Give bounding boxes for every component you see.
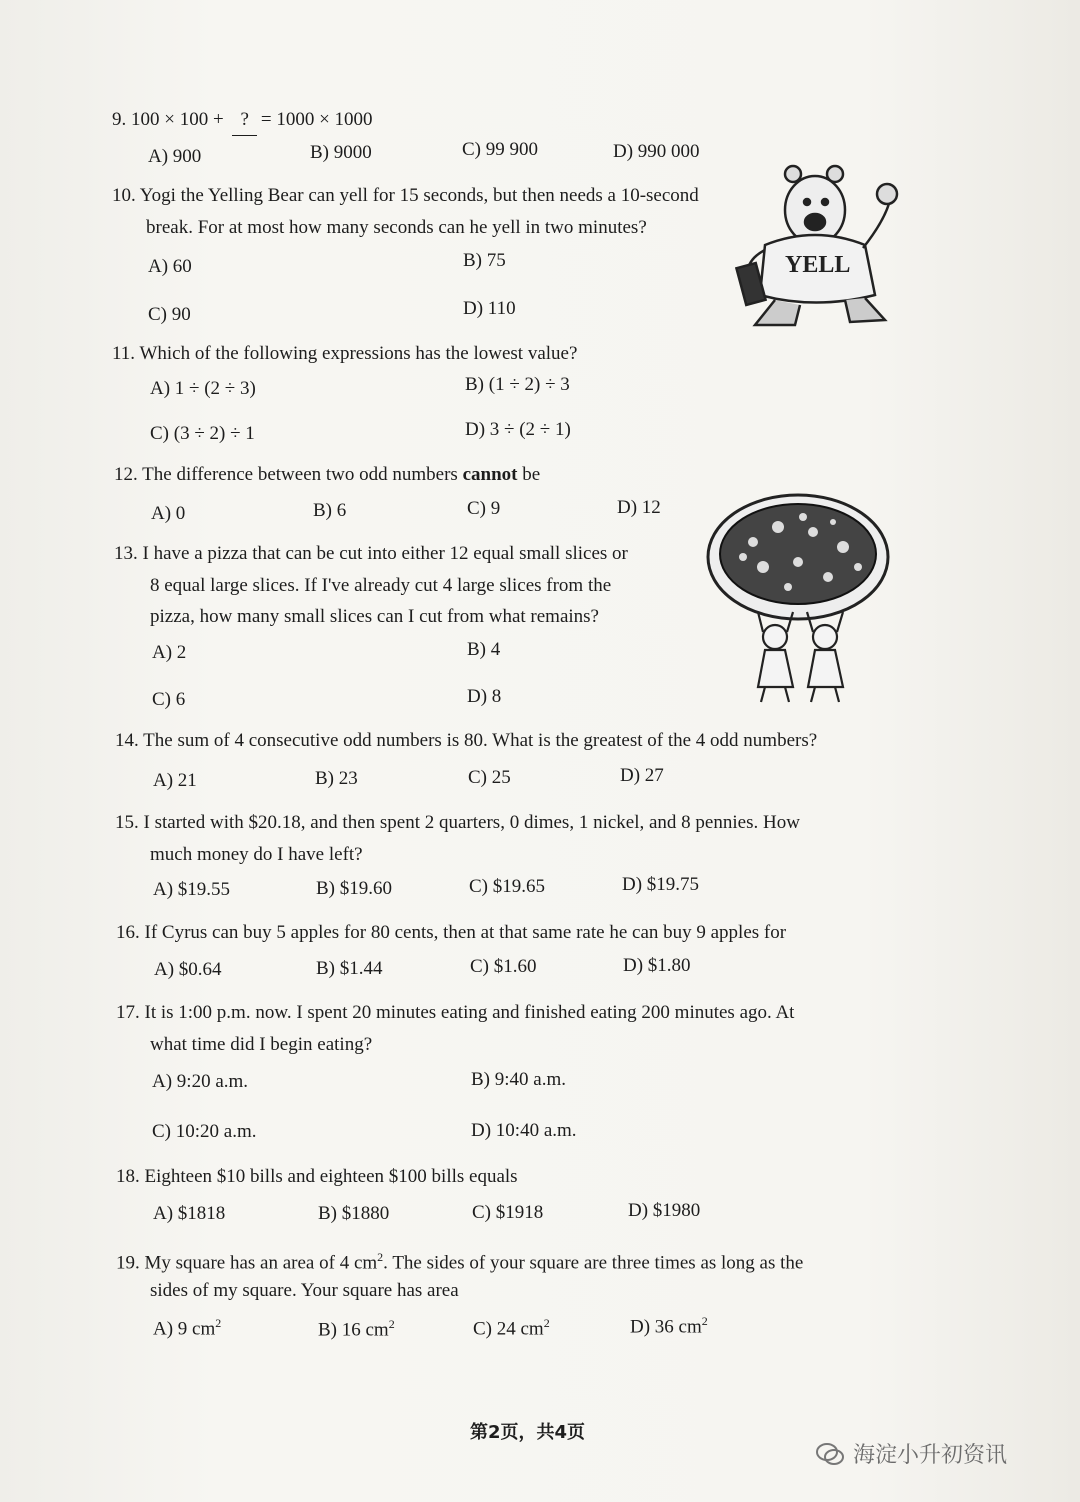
option: D) 36 $cm^2$ bbox=[630, 1314, 708, 1338]
question-12-stem: 12. The difference between two odd numbers cannot be bbox=[114, 464, 541, 485]
option: B) 9:40 a.m. bbox=[471, 1069, 566, 1090]
option: A) 1 ÷ (2 ÷ 3) bbox=[150, 378, 256, 399]
watermark bbox=[815, 1438, 1007, 1469]
option: A) $19.55 bbox=[153, 879, 231, 900]
option: D) 3 ÷ (2 ÷ 1) bbox=[465, 419, 571, 440]
option: B) (1 ÷ 2) ÷ 3 bbox=[465, 374, 570, 395]
wechat-icon bbox=[815, 1441, 845, 1467]
watermark-text: 海淀小升初资讯 bbox=[853, 1443, 1008, 1468]
option: A) 2 bbox=[152, 642, 187, 663]
option: C) 99 900 bbox=[462, 139, 538, 160]
option: B) 6 bbox=[313, 500, 347, 521]
option: D) $1980 bbox=[628, 1200, 701, 1221]
option: D) 10:40 a.m. bbox=[471, 1120, 577, 1141]
option: B) 75 bbox=[463, 250, 506, 271]
option: D) $1.80 bbox=[623, 955, 691, 976]
question-17-stem: 17. It is 1:00 p.m. now. I spent 20 minutes eating and finished eating 200 minutes ago. At bbox=[116, 1002, 795, 1023]
option: D) 110 bbox=[463, 298, 516, 319]
option: C) 90 bbox=[148, 304, 191, 325]
question-19-stem-line2: sides of my square. Your square has area bbox=[150, 1280, 459, 1301]
question-10-stem: 10. Yogi the Yelling Bear can yell for 15 seconds, but then needs a 10-second bbox=[112, 185, 699, 206]
option: D) 8 bbox=[467, 686, 502, 707]
option: D) 990 000 bbox=[613, 141, 700, 162]
option: C) 9 bbox=[467, 498, 501, 519]
question-13-stem: 13. I have a pizza that can be cut into either 12 equal small slices or bbox=[114, 543, 628, 564]
option: A) 9:20 a.m. bbox=[152, 1071, 249, 1092]
option: B) 16 $cm^2$ bbox=[318, 1317, 395, 1341]
option: C) $1.60 bbox=[470, 956, 537, 977]
pizza-kids-illustration bbox=[703, 492, 893, 707]
bear-shirt-text: YELL bbox=[785, 252, 851, 278]
option: C) 6 bbox=[152, 689, 186, 710]
option: A) 60 bbox=[148, 256, 192, 277]
option: C) (3 ÷ 2) ÷ 1 bbox=[150, 423, 255, 444]
option: C) $19.65 bbox=[469, 876, 545, 897]
question-15-stem-line2: much money do I have left? bbox=[150, 844, 363, 865]
option: D) $19.75 bbox=[622, 874, 700, 895]
option: B) $1.44 bbox=[316, 958, 383, 979]
question-16-stem: 16. If Cyrus can buy 5 apples for 80 cents, then at that same rate he can buy 9 apples for bbox=[116, 922, 787, 943]
option: A) 9 $cm^2$ bbox=[153, 1316, 222, 1340]
option: B) $19.60 bbox=[316, 878, 392, 899]
option: C) 24 $cm^2$ bbox=[473, 1316, 550, 1340]
yelling-bear-illustration bbox=[735, 160, 910, 330]
answer-blank: ? bbox=[232, 104, 256, 136]
option: C) 25 bbox=[468, 767, 511, 788]
option: A) 0 bbox=[151, 503, 186, 524]
question-14-stem: 14. The sum of 4 consecutive odd numbers is 80. What is the greatest of the 4 odd numbers? bbox=[115, 730, 818, 751]
option: A) $0.64 bbox=[154, 959, 222, 980]
option: D) 27 bbox=[620, 765, 664, 786]
option: A) $1818 bbox=[153, 1203, 226, 1224]
question-13-stem-line2: 8 equal large slices. If I've already cut 4 large slices from the bbox=[150, 575, 612, 596]
question-19-stem: 19. My square has an area of 4 $cm^2$. The sides of your square are three times as long as the bbox=[116, 1250, 804, 1274]
option: B) $1880 bbox=[318, 1203, 390, 1224]
option: C) $1918 bbox=[472, 1202, 544, 1223]
option: A) 900 bbox=[148, 146, 202, 167]
question-17-stem-line2: what time did I begin eating? bbox=[150, 1034, 373, 1055]
option: B) 23 bbox=[315, 768, 358, 789]
question-13-stem-line3: pizza, how many small slices can I cut from what remains? bbox=[150, 606, 599, 627]
question-11-stem: 11. Which of the following expressions has the lowest value? bbox=[112, 343, 578, 364]
question-18-stem: 18. Eighteen $10 bills and eighteen $100 bills equals bbox=[116, 1166, 518, 1187]
option: B) 9000 bbox=[310, 142, 372, 163]
option: A) 21 bbox=[153, 770, 197, 791]
question-9-stem: 9. 100 × 100 + ? = 1000 × 1000 bbox=[112, 104, 373, 136]
option: D) 12 bbox=[617, 497, 661, 518]
option: C) 10:20 a.m. bbox=[152, 1121, 257, 1142]
question-10-stem-line2: break. For at most how many seconds can he yell in two minutes? bbox=[146, 217, 647, 238]
option: B) 4 bbox=[467, 639, 501, 660]
page-number: 第2页，共4页 bbox=[470, 1422, 586, 1443]
question-15-stem: 15. I started with $20.18, and then spent 2 quarters, 0 dimes, 1 nickel, and 8 pennies. How bbox=[115, 812, 800, 833]
